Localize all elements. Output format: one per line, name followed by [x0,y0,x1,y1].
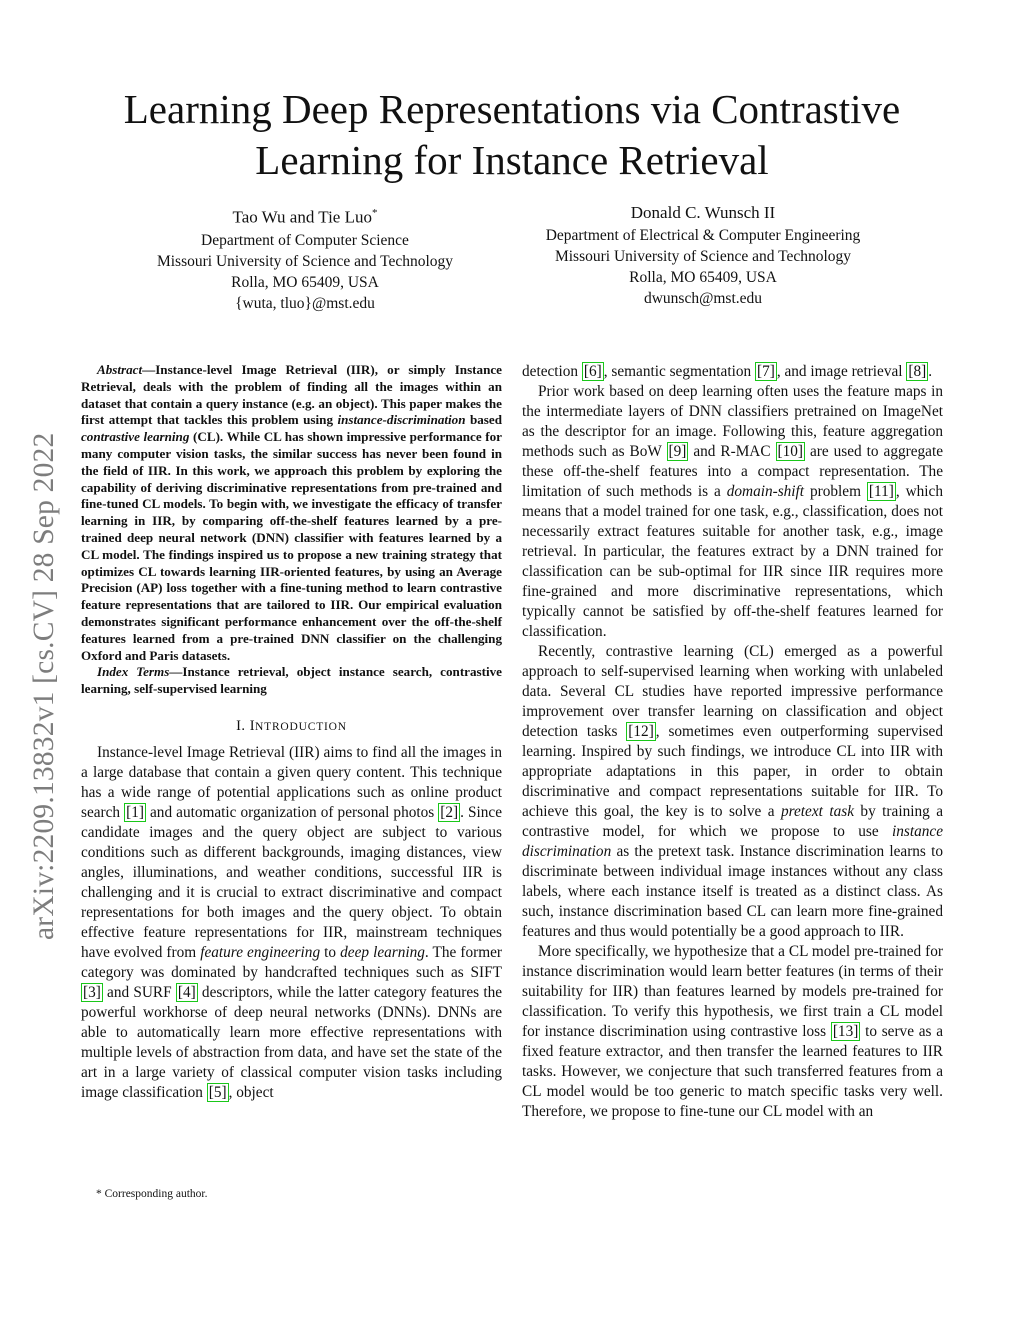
citation-link[interactable]: [3] [83,983,101,1001]
citation-link[interactable]: [9] [668,443,687,460]
right-paragraph-0: detection [6] , semantic segmentation [7] , and image retrieval [8] . [522,363,933,380]
author-email-1: {wuta, tluo}@mst.edu [235,294,375,312]
corresponding-author-mark: * [371,207,378,219]
intro-paragraph-1: Instance-level Image Retrieval (IIR) aims to find all the images in a large database that contain a given query content. This technique has a wide range of potential applications such as online product search [1] and automatic organization of personal photos [2] . Since candidate images and the query object are subject to various conditions such as different backgrounds, imaging distances, view angles, illuminations, and weather conditions, successful IIR is challenging and it is crucial to extract discriminative and compact representations for both images and the query object. To obtain effective feature representations for IIR, mainstream techniques have evolved from feature engineering to deep learning. The former category was dominated by handcrafted techniques such as SIFT [3] and SURF [4] descriptors, while the latter category features the powerful workhorse of deep neural networks (DNNs). DNNs are able to automatically learn more effective representations with multiple levels of abstraction from data, and have set the state of the art in a large variety of classical computer vision tasks including image classification [5] , object [81,743,503,1101]
citation-link[interactable]: [10] [777,443,804,460]
author-names-1: Tao Wu and Tie Luo* [232,207,378,227]
index-terms: Index Terms—Instance retrieval, object instance search, contrastive learning, self-supervised learning [81,664,502,697]
left-column [81,362,502,1103]
citation-link[interactable]: [6] [583,363,602,380]
citation-link[interactable]: [1] [126,803,144,821]
footnote-corresponding-author: * Corresponding author. [96,1188,208,1200]
citation-link[interactable]: [5] [208,1083,227,1101]
right-paragraph-3: More specifically, we hypothesize that a CL model pre-trained for instance discrimination would learn better features (in terms of their suitability for IIR) than features learned by models pre-trained for classification. To verify this hypothesis, we first train a CL model for instance discrimination using contrastive loss [13] to serve as a fixed feature extractor, and then transfer the learned features to IIR tasks. However, we conjecture that such transferred features from a CL model would be too generic to match specific tasks very well. Therefore, we propose to fine-tune our CL model with an [522,943,943,1120]
author-dept-1: Department of Computer Science [201,231,409,249]
right-column [522,362,943,1122]
author-email-2: dwunsch@mst.edu [643,290,763,307]
paper-title-line-2: Learning for Instance Retrieval [255,137,769,183]
citation-link[interactable]: [4] [177,983,196,1001]
right-paragraph-2: Recently, contrastive learning (CL) emerged as a powerful approach to self-supervised learning when working with unlabeled data. Several CL studies have reported impressive performance improvement over transfer learning on classification and object detection tasks [12] , sometimes even outperforming supervised learning. Inspired by such findings, we introduce CL into IIR with appropriate adaptations in this paper, in order to obtain discriminative and compact representations suitable for IIR. To achieve this goal, the key is to solve a pretext task by training a contrastive model, for which we propose to use instance discrimination as the pretext task. Instance discrimination learns to discriminate between individual image instances without any class labels, where each instance itself is treated as a distinct class. As such, instance discrimination based CL can learn more fine-grained features and thus would potentially be a good approach to IIR. [522,643,944,940]
author-addr-2: Rolla, MO 65409, USA [629,269,777,286]
abstract: Abstract—Instance-level Image Retrieval (IIR), or simply Instance Retrieval, deals with the problem of finding all the images within an dataset that contain a query instance (e.g. an object). This paper makes the first attempt that tackles this problem using instance-discrimination based contrastive learning (CL). While CL has shown impressive performance for many computer vision tasks, the similar success has never been found in the field of IIR. In this work, we approach this problem by exploring the capability of deriving discriminative representations from pre-trained and fine-tuned CL models. To begin with, we investigate the efficacy of transfer learning in IIR, by comparing off-the-shelf features learned by a pre-trained deep neural network (DNN) classifier with features learned by a CL model. The findings inspired us to propose a new training strategy that optimizes CL towards learning IIR-oriented features, by using an Average Precision (AP) loss together with a fine-tuning method to learn contrastive feature representations that are tailored to IIR. Our empirical evaluation demonstrates significant performance enhancement over the off-the-shelf features learned from a pre-trained DNN classifier on the challenging Oxford and Paris datasets. [81,362,502,663]
arxiv-identifier: arXiv:2209.13832v1 [cs.CV] 28 Sep 2022 [28,432,60,940]
author-univ-2: Missouri University of Science and Technology [554,248,852,265]
section-heading-introduction: I. INTRODUCTION [236,717,347,734]
author-dept-2: Department of Electrical & Computer Engineering [545,227,861,244]
right-paragraph-1: Prior work based on deep learning often uses the feature maps in the intermediate layers of DNN classifiers pretrained on ImageNet as the descriptor for an image. Following this, feature aggregation methods such as BoW [9] and R-MAC [10] are used to aggregate these off-the-shelf features into a compact representation. The limitation of such methods is a domain-shift problem [11] , which means that a model trained for one task, e.g., classification, does not necessarily extract features suitable for another task, e.g., image retrieval. In particular, the features extract by a DNN trained for classification can be sub-optimal for IIR since IIR requires more fine-grained and more discriminative representations, which typically cannot be satisfied by off-the-shelf features learned for classification. [522,383,943,640]
citation-link[interactable]: [12] [628,723,654,740]
author-names-2: Donald C. Wunsch II [630,203,776,222]
author-univ-1: Missouri University of Science and Technology [156,252,454,270]
citation-link[interactable]: [13] [832,1023,859,1040]
citation-link[interactable]: [2] [440,803,459,821]
paper-title [80,84,944,186]
paper-title-line-1: Learning Deep Representations via Contrastive [123,86,901,132]
author-block-1 [110,202,500,314]
citation-link[interactable]: [8] [908,363,927,380]
citation-link[interactable]: [11] [868,483,894,500]
author-block-2 [508,202,898,309]
author-addr-1: Rolla, MO 65409, USA [231,273,379,291]
citation-link[interactable]: [7] [756,363,775,380]
